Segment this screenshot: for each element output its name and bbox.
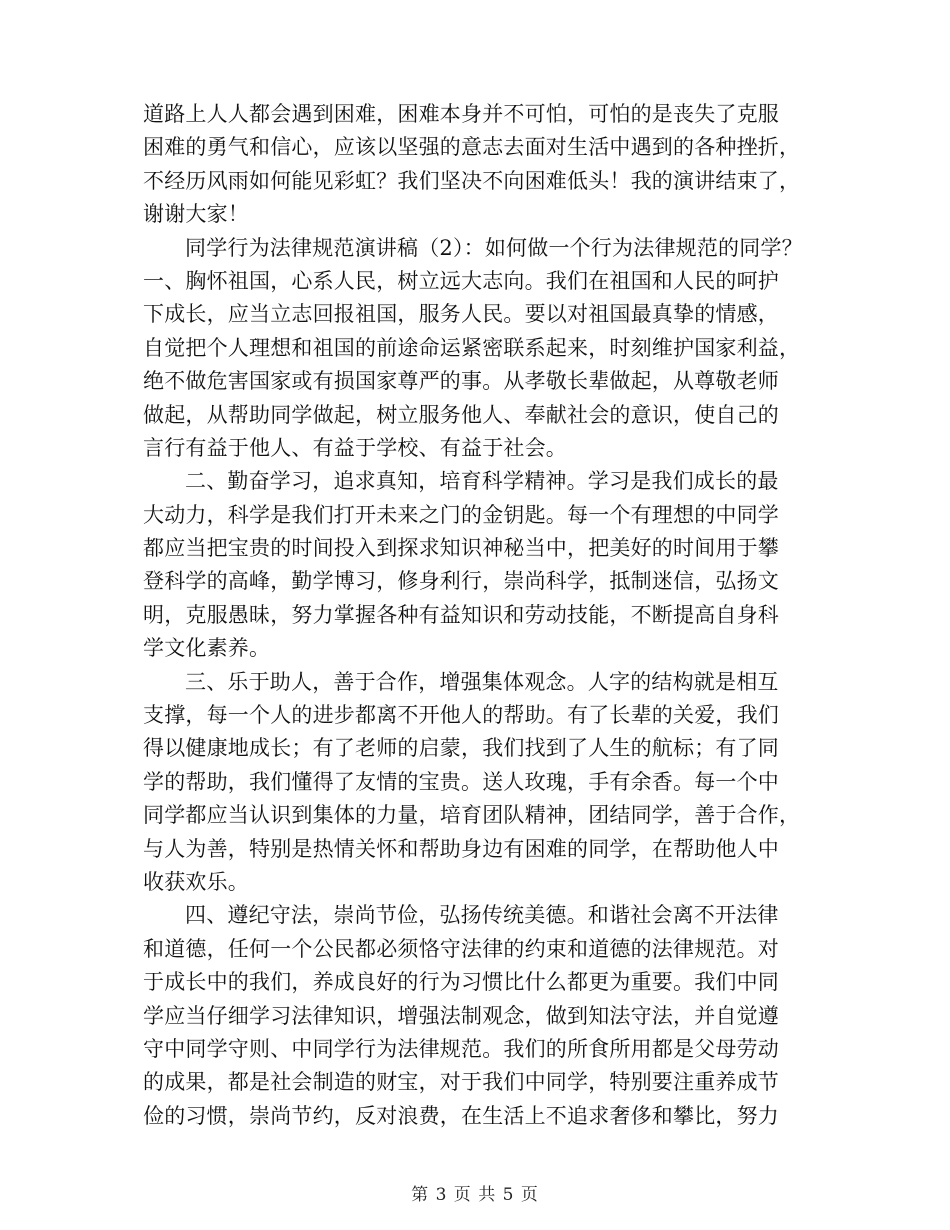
text-line: 下成长，应当立志回报祖国，服务人民。要以对祖国最真挚的情感， bbox=[143, 302, 779, 327]
text-line: 四、遵纪守法，崇尚节俭，弘扬传统美德。和谐社会离不开法律 bbox=[185, 903, 779, 928]
text-line: 和道德，任何一个公民都必须恪守法律的约束和道德的法律规范。对 bbox=[143, 936, 779, 961]
text-line: 支撑，每一个人的进步都离不开他人的帮助。有了长辈的关爱，我们 bbox=[143, 703, 779, 728]
text-line: 自觉把个人理想和祖国的前途命运紧密联系起来，时刻维护国家利益， bbox=[143, 335, 801, 360]
text-line: 学应当仔细学习法律知识，增强法制观念，做到知法守法，并自觉遵 bbox=[143, 1003, 779, 1028]
text-line: 三、乐于助人，善于合作，增强集体观念。人字的结构就是相互 bbox=[185, 669, 779, 694]
text-line: 大动力，科学是我们打开未来之门的金钥匙。每一个有理想的中同学 bbox=[143, 502, 779, 527]
text-line: 与人为善，特别是热情关怀和帮助身边有困难的同学，在帮助他人中 bbox=[143, 836, 779, 861]
text-line: 于成长中的我们，养成良好的行为习惯比什么都更为重要。我们中同 bbox=[143, 970, 779, 995]
text-line: 不经历风雨如何能见彩虹？我们坚决不向困难低头！我的演讲结束了， bbox=[143, 168, 801, 193]
text-line: 都应当把宝贵的时间投入到探求知识神秘当中，把美好的时间用于攀 bbox=[143, 536, 779, 561]
text-line: 绝不做危害国家或有损国家尊严的事。从孝敬长辈做起，从尊敬老师 bbox=[143, 369, 779, 394]
text-line: 谢谢大家！ bbox=[143, 202, 249, 227]
text-line: 的成果，都是社会制造的财宝，对于我们中同学，特别要注重养成节 bbox=[143, 1070, 779, 1095]
text-line: 守中同学守则、中同学行为法律规范。我们的所食所用都是父母劳动 bbox=[143, 1036, 779, 1061]
text-line: 道路上人人都会遇到困难，困难本身并不可怕，可怕的是丧失了克服 bbox=[143, 102, 779, 126]
text-line: 困难的勇气和信心，应该以坚强的意志去面对生活中遇到的各种挫折， bbox=[143, 135, 801, 160]
text-line: 得以健康地成长；有了老师的启蒙，我们找到了人生的航标；有了同 bbox=[143, 736, 779, 761]
text-line: 登科学的高峰，勤学博习，修身利行，崇尚科学，抵制迷信，弘扬文 bbox=[143, 569, 779, 594]
text-line: 学文化素养。 bbox=[143, 636, 271, 661]
text-line: 二、勤奋学习，追求真知，培育科学精神。学习是我们成长的最 bbox=[185, 469, 779, 494]
text-line: 同学都应当认识到集体的力量，培育团队精神，团结同学，善于合作， bbox=[143, 803, 801, 828]
document-body bbox=[143, 98, 823, 1133]
text-line: 明，克服愚昧，努力掌握各种有益知识和劳动技能，不断提高自身科 bbox=[143, 602, 779, 627]
text-line: 一、胸怀祖国，心系人民，树立远大志向。我们在祖国和人民的呵护 bbox=[143, 268, 779, 293]
text-line: 做起，从帮助同学做起，树立服务他人、奉献社会的意识，使自己的 bbox=[143, 402, 779, 427]
text-line: 同学行为法律规范演讲稿（2）：如何做一个行为法律规范的同学？ bbox=[185, 235, 803, 260]
text-line: 学的帮助，我们懂得了友情的宝贵。送人玫瑰，手有余香。每一个中 bbox=[143, 769, 779, 794]
text-line: 言行有益于他人、有益于学校、有益于社会。 bbox=[143, 435, 567, 460]
text-line: 俭的习惯，崇尚节约，反对浪费，在生活上不追求奢侈和攀比，努力 bbox=[143, 1103, 779, 1128]
page-footer: 第 3 页 共 5 页 bbox=[411, 1185, 539, 1205]
text-line: 收获欢乐。 bbox=[143, 869, 249, 894]
